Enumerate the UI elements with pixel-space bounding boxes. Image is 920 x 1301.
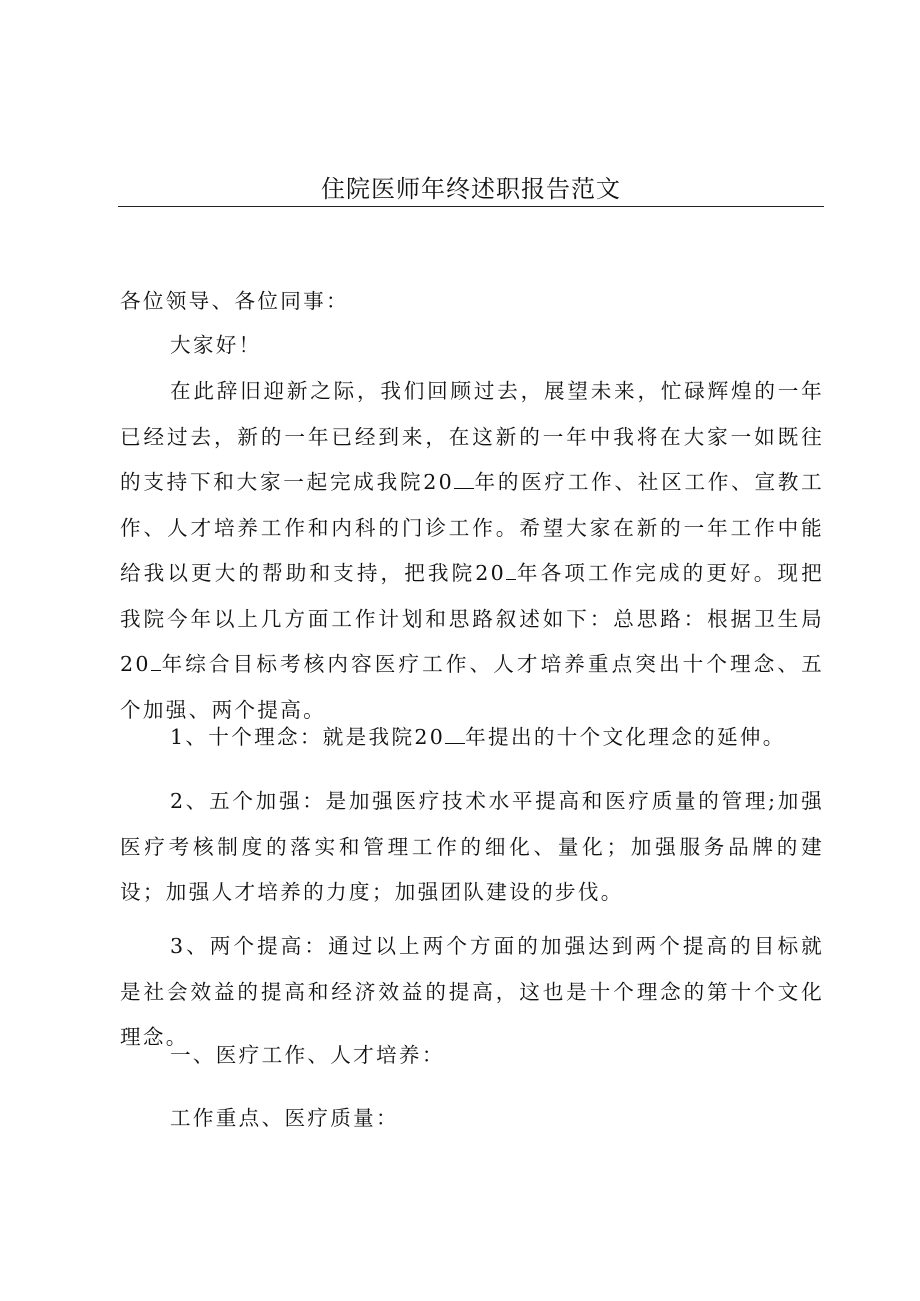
subsection-heading: 工作重点、医疗质量： (170, 1106, 399, 1130)
year-blank (506, 558, 516, 580)
year-blank (445, 722, 465, 744)
intro-text-1: 在此辞旧迎新之际，我们回顾过去，展望未来，忙碌辉煌的一年已经过去，新的一年已经到来，在这新的一年中我将在大家一如既往的支持下和大家一起完成我院20 (120, 379, 824, 494)
point-3-paragraph: 3、两个提高：通过以上两个方面的加强达到两个提高的目标就是社会效益的提高和经济效益的提高，这也是十个理念的第十个文化理念。 (120, 934, 824, 1049)
point-1-text-2: 年提出的十个文化理念的延伸。 (465, 725, 786, 749)
greeting: 大家好！ (170, 333, 262, 357)
year-blank (151, 649, 161, 671)
section-1-heading: 一、医疗工作、人才培养： (170, 1043, 445, 1067)
year-blank (454, 467, 474, 489)
point-1-paragraph (120, 715, 824, 761)
intro-text-3: 年各项工作完成的更好。现把我院今年以上几方面工作计划和思路叙述如下：总思路：根据卫生局20 (120, 561, 824, 676)
document-title: 住院医师年终述职报告范文 (321, 175, 621, 203)
point-1-text-1: 1、十个理念：就是我院20 (170, 725, 446, 749)
point-2-paragraph: 2、五个加强：是加强医疗技术水平提高和医疗质量的管理;加强医疗考核制度的落实和管理工作的细化、量化；加强服务品牌的建设；加强人才培养的力度；加强团队建设的步伐。 (120, 789, 824, 904)
intro-text-4: 年综合目标考核内容医疗工作、人才培养重点突出十个理念、五个加强、两个提高。 (120, 652, 824, 722)
title-underline (118, 206, 824, 207)
intro-text-2: 年的医疗工作、社区工作、宣教工作、人才培养工作和内科的门诊工作。希望大家在新的一年工作中能给我以更大的帮助和支持，把我院20 (120, 470, 824, 585)
intro-paragraph (120, 369, 824, 733)
salutation: 各位领导、各位同事： (120, 289, 349, 313)
